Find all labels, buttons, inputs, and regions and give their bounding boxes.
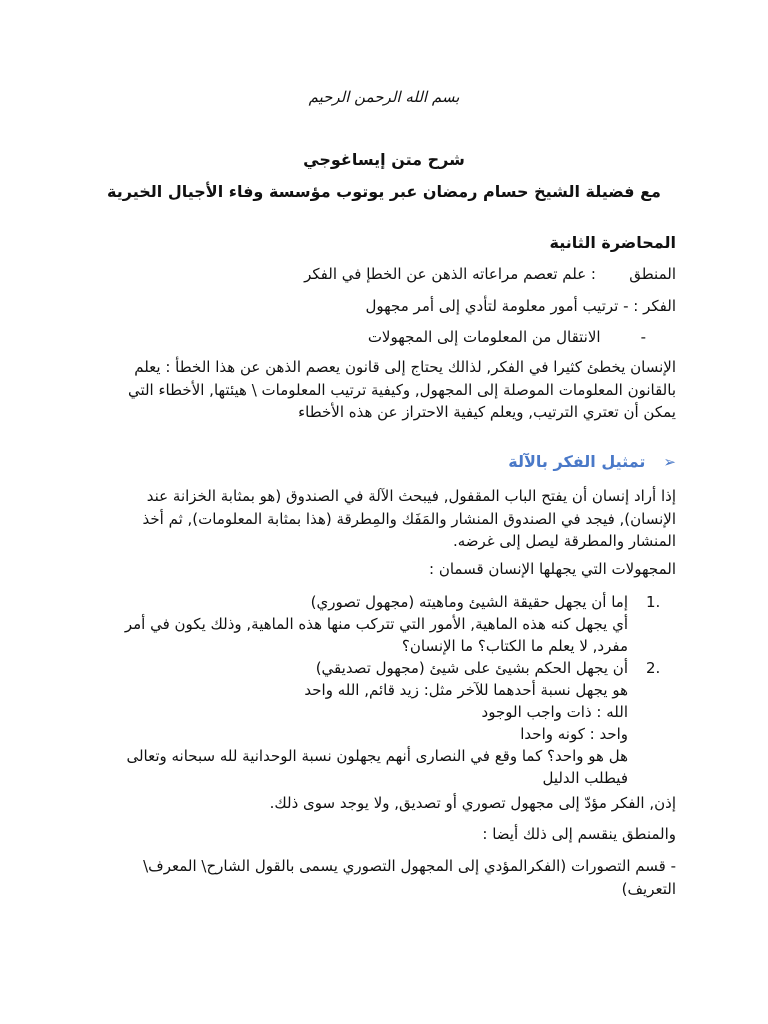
- arrow-bullet-icon: ➢: [663, 453, 676, 471]
- document-subtitle: مع فضيلة الشيخ حسام رمضان عبر يوتوب مؤسسة وفاء الأجيال الخيرية: [107, 182, 661, 201]
- dash-bullet: -: [640, 328, 646, 346]
- logic-term: المنطق: [629, 265, 676, 283]
- lecture-heading: المحاضرة الثانية: [549, 233, 676, 252]
- paragraph-tool-analogy: إذا أراد إنسان أن يفتح الباب المقفول, فيبحث الآلة في الصندوق (هو بمثابة الخزانة عند الإنسان), فيجد في الصندوق المنشار والمَفَك والمِطرقة (هذا بمثابة المعلومات), ثم أخذ المنشار والمطرقة ليصل إلى غرضه.: [142, 487, 676, 550]
- document-page: [92, 0, 676, 1024]
- thought-item: [92, 326, 676, 348]
- numbered-list: [92, 591, 676, 789]
- list-item-line: هو يجهل نسبة أحدهما للآخر مثل: زيد قائم, الله واحد: [304, 681, 628, 699]
- list-item: [92, 591, 676, 657]
- list-item-line: أي يجهل كنه هذه الماهية, الأمور التي تتركب منها هذه الماهية, وذلك يكون في أمر مفرد, لا يعلم ما الكتاب؟ ما الإنسان؟: [124, 615, 628, 655]
- list-item-line: واحد : كونه واحدا: [520, 725, 628, 743]
- thought-definition: الفكر : - ترتيب أمور معلومة لتأدي إلى أمر مجهول: [365, 297, 676, 315]
- logic-def-text: : علم تعصم مراعاته الذهن عن الخطإ في الفكر: [304, 265, 596, 283]
- list-item-line: إما أن يجهل حقيقة الشيئ وماهيته (مجهول تصوري): [310, 593, 628, 611]
- list-item-line: الله : ذات واجب الوجود: [481, 703, 628, 721]
- basmala: بسم الله الرحمن الرحيم: [308, 88, 460, 106]
- document-title: شرح متن إيساغوجي: [303, 150, 465, 169]
- paragraph-logic-need: الإنسان يخطئ كثيرا في الفكر, لذالك يحتاج إلى قانون يعصم الذهن عن هذا الخطأ : يعلم بالقانون المعلومات الموصلة إلى المجهول, وكيفية ترتيب المعلومات \ هيئتها, الأخطاء التي يمكن أن تعتري الترتيب, ويعلم كيفية الاحتراز عن هذه الأخطاء: [127, 358, 676, 421]
- division-intro: والمنطق ينقسم إلى ذلك أيضا :: [482, 825, 676, 843]
- section-heading-text: تمثيل الفكر بالآلة: [508, 452, 646, 471]
- list-number: 1.: [646, 593, 661, 611]
- unknowns-intro: المجهولات التي يجهلها الإنسان قسمان :: [429, 560, 676, 578]
- list-item: [92, 657, 676, 789]
- thought-item-text: الانتقال من المعلومات إلى المجهولات: [367, 328, 601, 346]
- division-item: - قسم التصورات (الفكرالمؤدي إلى المجهول التصوري يسمى بالقول الشارح\ المعرف\ التعريف): [143, 857, 676, 898]
- logic-definition: [92, 263, 676, 285]
- conclusion: إذن, الفكر مؤدّ إلى مجهول تصوري أو تصديق, ولا يوجد سوى ذلك.: [269, 794, 676, 812]
- list-item-line: هل هو واحد؟ كما وقع في النصارى أنهم يجهلون نسبة الوحدانية لله سبحانه وتعالى فيطلب الدليل: [126, 747, 628, 787]
- section-heading: [508, 452, 676, 471]
- list-number: 2.: [646, 659, 661, 677]
- list-item-line: أن يجهل الحكم بشيئ على شيئ (مجهول تصديقي): [315, 659, 628, 677]
